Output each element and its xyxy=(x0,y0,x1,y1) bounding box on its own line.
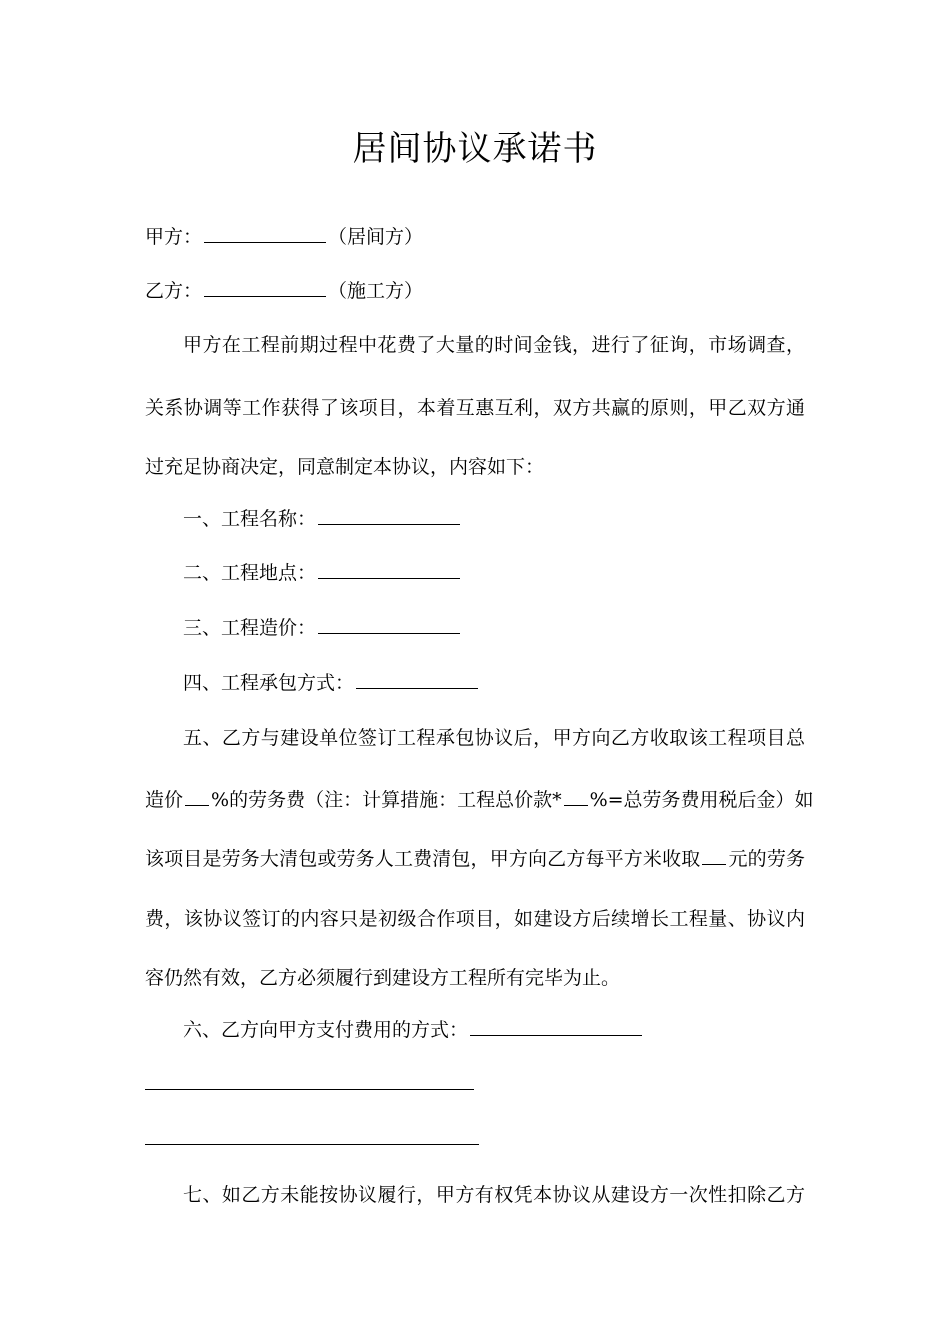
item-1-blank xyxy=(318,504,460,525)
item-4-label: 四、工程承包方式： xyxy=(183,672,355,694)
item-5-line-2-b: %的劳务费（注：计算措施：工程总价款* xyxy=(211,789,562,811)
party-b-label: 乙方： xyxy=(145,280,203,302)
intro-line-3: 过充足协商决定，同意制定本协议，内容如下： xyxy=(145,456,545,478)
party-a-line xyxy=(145,222,423,252)
item-5-line-3 xyxy=(145,844,805,874)
intro-line-1: 甲方在工程前期过程中花费了大量的时间金钱，进行了征询，市场调查， xyxy=(183,334,805,356)
item-7-line-1: 七、如乙方未能按协议履行，甲方有权凭本协议从建设方一次性扣除乙方 xyxy=(183,1184,805,1206)
payment-blank-line-2 xyxy=(145,1144,479,1145)
item-1-label: 一、工程名称： xyxy=(183,508,317,530)
item-5-line-2 xyxy=(145,785,814,815)
item-2-label: 二、工程地点： xyxy=(183,562,317,584)
payment-blank-line-1 xyxy=(145,1089,474,1090)
item-3-label: 三、工程造价： xyxy=(183,617,317,639)
item-5-line-5: 容仍然有效，乙方必须履行到建设方工程所有完毕为止。 xyxy=(145,967,621,989)
party-a-blank xyxy=(204,222,326,243)
per-sqm-price-blank xyxy=(702,844,726,865)
item-6-blank xyxy=(470,1015,642,1036)
item-5-line-2-c: %=总劳务费用税后金）如 xyxy=(589,789,814,811)
item-5-line-3-b: 元的劳务 xyxy=(728,848,805,870)
item-4-line xyxy=(183,668,480,698)
item-5-line-2-a: 造价 xyxy=(145,789,184,811)
intro-line-2: 关系协调等工作获得了该项目，本着互惠互利，双方共赢的原则，甲乙双方通 xyxy=(145,397,805,419)
document-title: 居间协议承诺书 xyxy=(352,129,598,169)
item-6-label: 六、乙方向甲方支付费用的方式： xyxy=(183,1019,469,1041)
party-a-suffix: （居间方） xyxy=(328,226,424,248)
fee-percent-blank xyxy=(185,785,209,806)
item-3-line xyxy=(183,613,462,643)
party-a-label: 甲方： xyxy=(145,226,203,248)
item-1-line xyxy=(183,504,462,534)
item-5-line-1: 五、乙方与建设单位签订工程承包协议后，甲方向乙方收取该工程项目总 xyxy=(183,727,805,749)
item-5-line-3-a: 该项目是劳务大清包或劳务人工费清包，甲方向乙方每平方米收取 xyxy=(145,848,701,870)
party-b-line xyxy=(145,276,423,306)
party-b-suffix: （施工方） xyxy=(328,280,424,302)
item-2-line xyxy=(183,558,462,588)
item-5-line-4: 费，该协议签订的内容只是初级合作项目，如建设方后续增长工程量、协议内 xyxy=(145,908,805,930)
party-b-blank xyxy=(204,276,326,297)
item-3-blank xyxy=(318,613,460,634)
formula-percent-blank xyxy=(564,785,588,806)
item-4-blank xyxy=(356,668,478,689)
item-6-line xyxy=(183,1015,644,1045)
item-2-blank xyxy=(318,558,460,579)
